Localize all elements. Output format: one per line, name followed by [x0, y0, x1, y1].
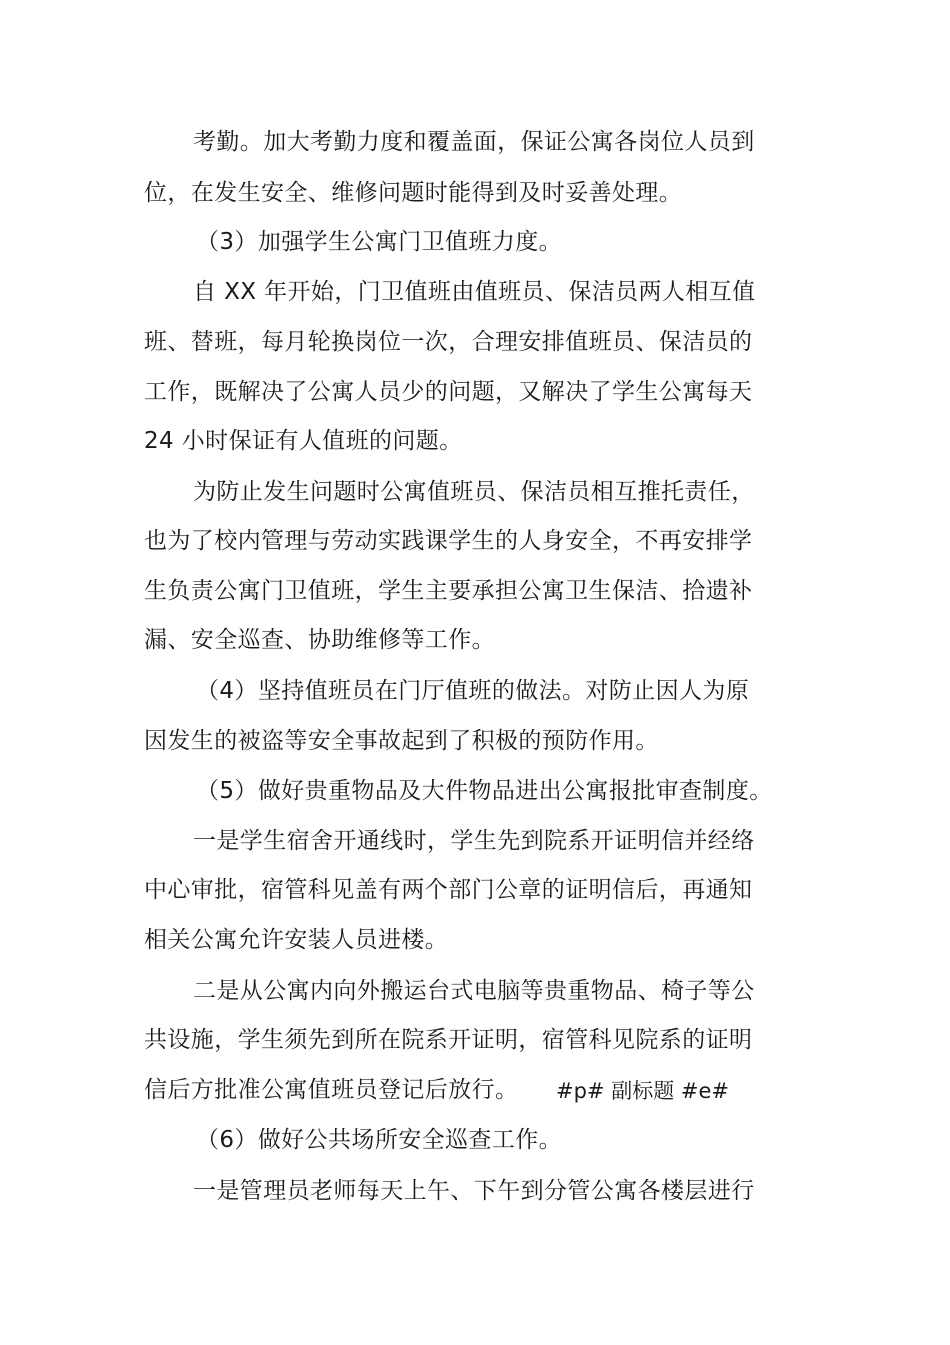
paragraph-line: 一是管理员老师每天上午、下午到分管公寓各楼层进行 — [193, 1178, 755, 1204]
section-heading-3: （3）加强学生公寓门卫值班力度。 — [196, 229, 563, 255]
paragraph-line: 信后方批准公寓值班员登记后放行。 — [144, 1077, 519, 1103]
paragraph-line: 班、替班，每月轮换岗位一次，合理安排值班员、保洁员的 — [144, 329, 753, 355]
paragraph-line: 漏、安全巡查、协助维修等工作。 — [144, 627, 495, 653]
paragraph-line: 中心审批，宿管科见盖有两个部门公章的证明信后，再通知 — [144, 877, 753, 903]
paragraph-line: 位，在发生安全、维修问题时能得到及时妥善处理。 — [144, 180, 683, 206]
paragraph-line: 生负责公寓门卫值班，学生主要承担公寓卫生保洁、拾遗补 — [144, 578, 753, 604]
paragraph-line: 共设施，学生须先到所在院系开证明，宿管科见院系的证明 — [144, 1027, 753, 1053]
section-heading-6: （6）做好公共场所安全巡查工作。 — [196, 1127, 563, 1153]
paragraph-line: 工作，既解决了公寓人员少的问题，又解决了学生公寓每天 — [144, 379, 753, 405]
section-heading-5: （5）做好贵重物品及大件物品进出公寓报批审查制度。 — [196, 778, 773, 804]
paragraph-line: 因发生的被盗等安全事故起到了积极的预防作用。 — [144, 728, 659, 754]
paragraph-line: 自 XX 年开始，门卫值班由值班员、保洁员两人相互值 — [193, 279, 756, 305]
paragraph-line: 二是从公寓内向外搬运台式电脑等贵重物品、椅子等公 — [193, 978, 755, 1004]
paragraph-line: 相关公寓允许安装人员进楼。 — [144, 927, 449, 953]
section-heading-4: （4）坚持值班员在门厅值班的做法。对防止因人为原 — [196, 678, 750, 704]
paragraph-line: 一是学生宿舍开通线时，学生先到院系开证明信并经络 — [193, 828, 755, 854]
subtitle-marker: #p# 副标题 #e# — [556, 1079, 729, 1103]
paragraph-line: 24 小时保证有人值班的问题。 — [144, 428, 463, 454]
paragraph-line: 考勤。加大考勤力度和覆盖面，保证公寓各岗位人员到 — [193, 129, 755, 155]
paragraph-line: 也为了校内管理与劳动实践课学生的人身安全，不再安排学 — [144, 528, 753, 554]
paragraph-line: 为防止发生问题时公寓值班员、保洁员相互推托责任， — [193, 479, 755, 505]
